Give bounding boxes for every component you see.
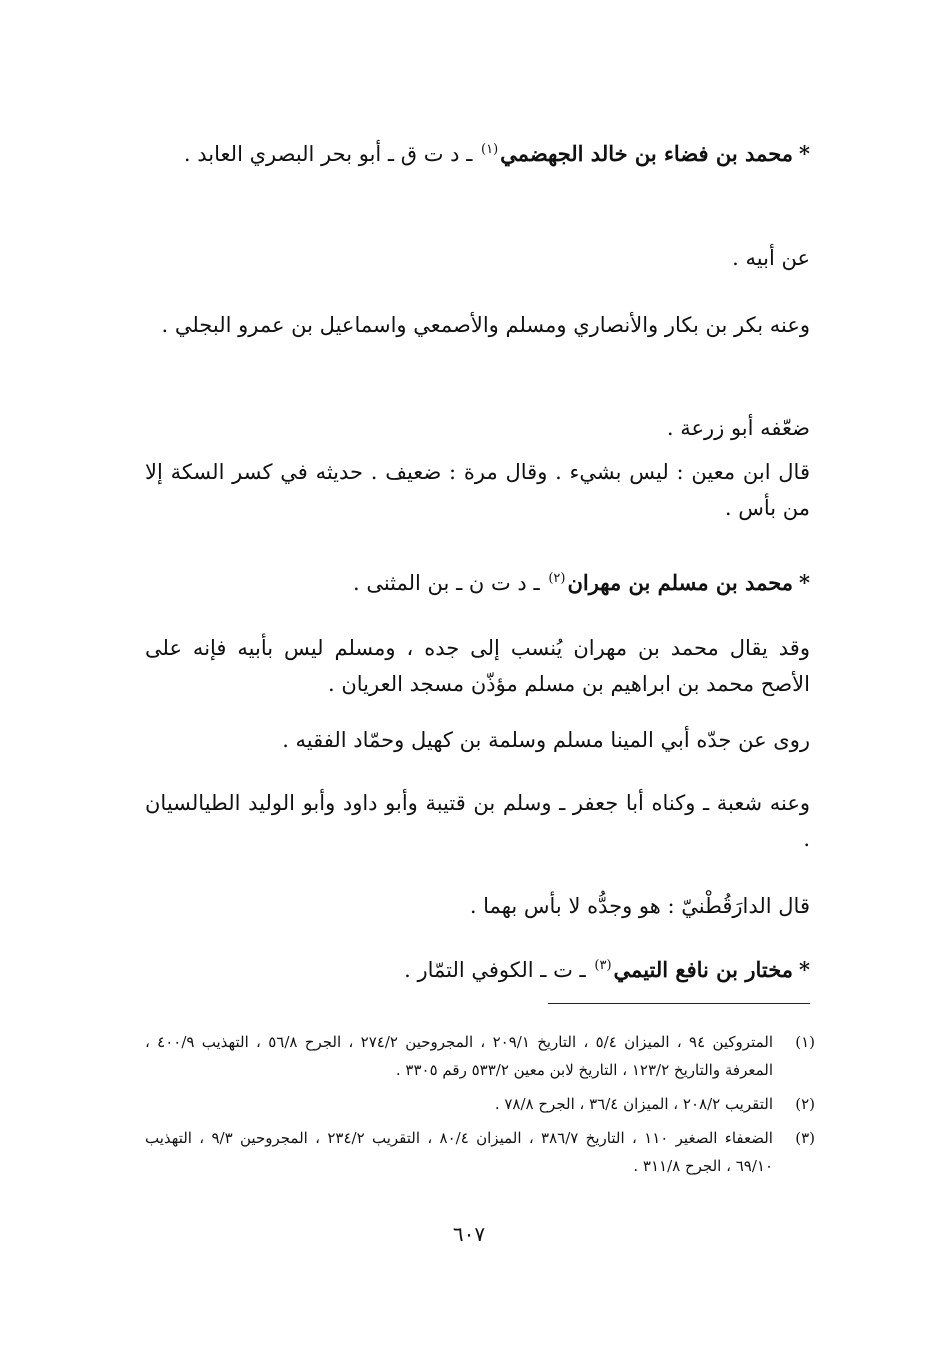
footnote-number: (٢) (795, 1095, 815, 1113)
narrator-description: ـ د ت ق ـ أبو بحر البصري العابد . (183, 142, 473, 166)
footnotes (145, 1028, 815, 1186)
paragraph (145, 785, 810, 857)
entry-marker: * (799, 141, 810, 166)
paragraph-text: ضعّفه أبو زرعة . (666, 416, 810, 440)
paragraph-text: عن أبيه . (732, 246, 810, 270)
footnote (145, 1028, 815, 1084)
entry-1 (145, 136, 810, 172)
narrator-name: محمد بن مسلم بن مهران (567, 570, 794, 595)
entry-3 (145, 952, 810, 988)
paragraph-text: قال الدارَقُطْنيّ : هو وجدُّه لا بأس بهما . (469, 894, 810, 918)
paragraph (145, 630, 810, 702)
narrator-description: ـ ت ـ الكوفي التمّار . (404, 958, 586, 982)
entry-3-heading (145, 952, 810, 988)
paragraph-text: روى عن جدّه أبي المينا مسلم وسلمة بن كهيل وحمّاد الفقيه . (282, 728, 810, 752)
entry-2-heading (145, 565, 810, 601)
paragraph (145, 240, 810, 276)
footnote-number: (١) (795, 1033, 815, 1051)
footnote-ref-1[interactable]: (١) (481, 142, 499, 157)
footnote-text: المتروكين ٩٤ ، الميزان ٥/٤ ، التاريخ ٢٠٩/١ ، المجروحين ٢٧٤/٢ ، الجرح ٥٦/٨ ، التهذيب ٤٠٠/٩ ، المعرفة والتاريخ ١٢٣/٢ ، التاريخ لابن معين ٥٣٣/٢ رقم ٣٣٠٥ . (145, 1033, 774, 1079)
footnote (145, 1090, 815, 1118)
footnote-ref-2[interactable]: (٢) (548, 571, 566, 586)
narrator-name: محمد بن فضاء بن خالد الجهضمي (500, 141, 794, 166)
paragraph (145, 307, 810, 343)
page-number: ٦٠٧ (452, 1222, 486, 1246)
footnote-ref-3[interactable]: (٣) (594, 958, 612, 973)
paragraph-text: وقد يقال محمد بن مهران يُنسب إلى جده ، ومسلم ليس بأبيه فإنه على الأصح محمد بن ابراهيم بن مسلم مؤذّن مسجد العريان . (145, 636, 810, 696)
paragraph (145, 722, 810, 758)
footnote (145, 1124, 815, 1180)
entry-2 (145, 565, 810, 601)
paragraph (145, 454, 810, 526)
footnote-separator (548, 1003, 810, 1004)
paragraph-text: قال ابن معين : ليس بشيء . وقال مرة : ضعيف . حديثه في كسر السكة إلا من بأس . (145, 460, 810, 520)
narrator-name: مختار بن نافع التيمي (613, 957, 794, 982)
paragraph (145, 410, 810, 446)
paragraph-text: وعنه شعبة ـ وكناه أبا جعفر ـ وسلم بن قتيبة وأبو داود وأبو الوليد الطيالسيان . (145, 791, 810, 851)
entry-1-heading (145, 136, 810, 172)
paragraph (145, 888, 810, 924)
entry-marker: * (799, 957, 810, 982)
footnote-text: الضعفاء الصغير ١١٠ ، التاريخ ٣٨٦/٧ ، الميزان ٨٠/٤ ، التقريب ٢٣٤/٢ ، المجروحين ٩/٣ ، التهذيب ٦٩/١٠ ، الجرح ٣١١/٨ . (145, 1129, 773, 1175)
narrator-description: ـ د ت ن ـ بن المثنى . (352, 571, 540, 595)
footnote-text: التقريب ٢٠٨/٢ ، الميزان ٣٦/٤ ، الجرح ٧٨/٨ . (494, 1095, 773, 1113)
entry-marker: * (799, 570, 810, 595)
footnote-number: (٣) (795, 1129, 815, 1147)
paragraph-text: وعنه بكر بن بكار والأنصاري ومسلم والأصمعي واسماعيل بن عمرو البجلي . (161, 313, 810, 337)
